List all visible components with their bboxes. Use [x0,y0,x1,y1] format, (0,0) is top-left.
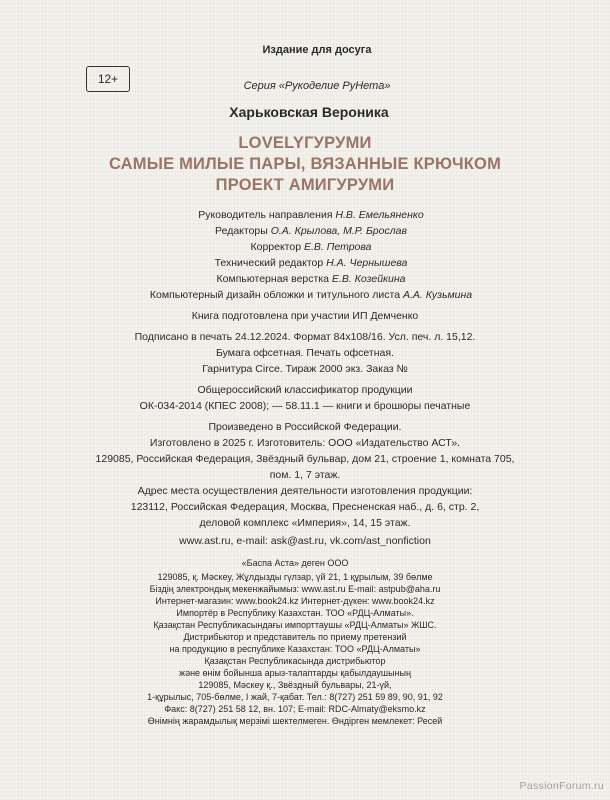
age-rating-badge: 12+ [86,66,130,92]
made-in-2: Изготовлено в 2025 г. Изготовитель: ООО «Издательство АСТ». [149,437,461,449]
print-info-2: Бумага офсетная. Печать офсетная. [216,347,394,359]
web-contacts: www.ast.ru, e-mail: ask@ast.ru, vk.com/ast_nonfiction [179,535,431,547]
author-name: Харьковская Вероника [229,104,389,120]
kz-line: Дистрибьютор и представитель по приему претензий [183,632,407,642]
kz-line: Қазақстан Республикасындағы импорттаушы «РДЦ-Алматы» ЖШС. [153,620,437,630]
kz-line: Импортёр в Республику Казахстан. ТОО «РДЦ-Алматы». [176,608,414,618]
production-address-1: Адрес места осуществления деятельности изготовления продукции: [137,485,473,497]
watermark: PassionForum.ru [519,780,604,792]
kz-line: Факс: 8(727) 251 58 12, вн. 107; E-mail: RDC-Almaty@eksmo.kz [164,704,426,714]
kz-line: на продукцию в республике Казахстан: ТОО «РДЦ-Алматы» [169,644,421,654]
credit-line: Руководитель направления Н.В. Емельяненко [198,209,424,221]
classifier-2: ОК-034-2014 (КПЕС 2008); — 58.11.1 — книги и брошюры печатные [139,400,471,412]
credit-line: Корректор Е.В. Петрова [250,241,372,253]
kz-line: 129085, қ. Мәскеу, Жұлдызды гүлзар, үй 21, 1 құрылым, 39 бөлме [157,572,433,582]
credit-line: Технический редактор Н.А. Чернышева [214,257,408,269]
credit-line: Редакторы О.А. Крылова, М.Р. Брослав [215,225,407,237]
made-in-3: 129085, Российская Федерация, Звёздный бульвар, дом 21, строение 1, комната 705, [95,453,515,465]
book-title-line-1: LOVELYГУРУМИ [238,134,372,152]
series-label: Серия «Рукоделие РуНета» [243,80,391,92]
made-in-1: Произведено в Российской Федерации. [208,421,402,433]
edition-label: Издание для досуга [262,44,372,56]
print-info-1: Подписано в печать 24.12.2024. Формат 84x108/16. Усл. печ. л. 15,12. [134,331,476,343]
print-info-3: Гарнитура Circe. Тираж 2000 экз. Заказ № [202,363,408,375]
kz-line: Қазақстан Республикасында дистрибьютор [204,656,386,666]
kz-line: Біздің электрондық мекенжайымыз: www.ast.ru E-mail: astpub@aha.ru [149,584,441,594]
kz-line: Өнімнің жарамдылық мерзімі шектелмеген. Өндірген мемлекет: Ресей [147,716,443,726]
kz-line: Интернет-магазин: www.book24.kz Интернет-дүкен: www.book24.kz [155,596,435,606]
prepared-note: Книга подготовлена при участии ИП Демченко [191,310,419,322]
made-in-4: пом. 1, 7 этаж. [269,469,341,481]
book-title-line-2: САМЫЕ МИЛЫЕ ПАРЫ, ВЯЗАННЫЕ КРЮЧКОМ [108,155,502,173]
production-address-3: деловой комплекс «Империя», 14, 15 этаж. [199,517,411,529]
kz-line: 1-құрылыс, 705-бөлме, I жай, 7-қабат. Тел.: 8(727) 251 59 89, 90, 91, 92 [147,692,443,702]
production-address-2: 123112, Российская Федерация, Москва, Пресненская наб., д. 6, стр. 2, [130,501,480,513]
kz-line: «Баспа Аста» деген ООО [241,558,349,568]
kz-line: және өнім бойынша арыз-талаптарды қабылдаушының [179,668,411,678]
credit-line: Компьютерная верстка Е.В. Козейкина [216,273,406,285]
book-title-line-3: ПРОЕКТ АМИГУРУМИ [215,176,395,194]
credit-line: Компьютерный дизайн обложки и титульного листа А.А. Кузьмина [149,289,473,301]
classifier-1: Общероссийский классификатор продукции [197,384,413,396]
kz-line: 129085, Мәскеу қ., Звёздный бульвары, 21-үй, [198,680,392,690]
